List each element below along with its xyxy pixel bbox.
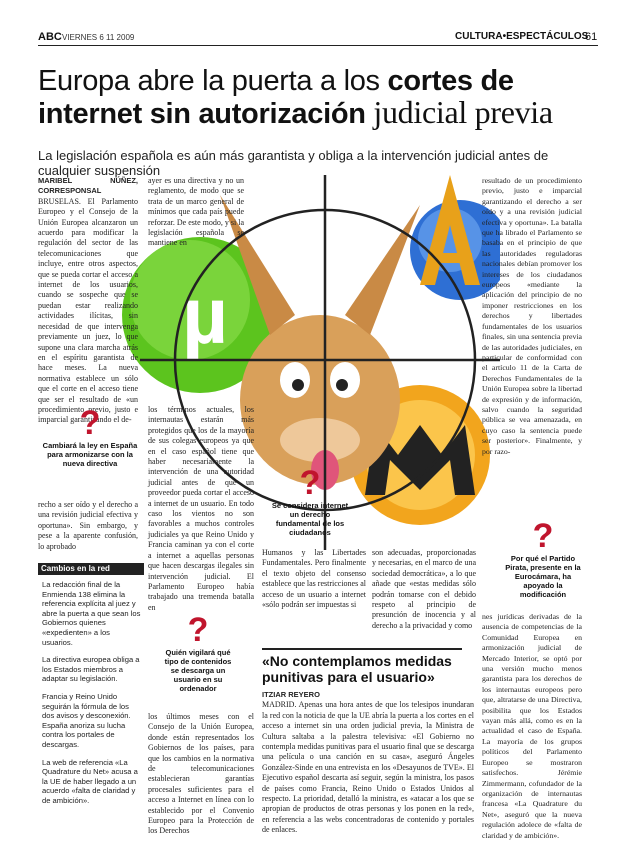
page-number: 61 <box>585 31 598 43</box>
byline: MARIBEL NÚÑEZ, CORRESPONSAL <box>38 176 138 196</box>
cambios-item: La redacción final de la Enmienda 138 elimina la referencia explícita al juez y abre la puerta a que sean los Gobiernos quienes «expedienten» a los usuarios. <box>42 580 141 647</box>
article-column-1b: recho a ser oído y el derecho a una revisión judicial efectiva y oportuna». Sin embargo, y pese a la aparente confusión, lo aprobado <box>38 500 138 551</box>
headline-part3: internet sin autorización <box>38 98 366 130</box>
article-column-2b: los términos actuales, los internautas estarán más protegidos que los de la mayoría de sus colegas europeos ya que en el caso español tiene que haber necesariamente la intervención de una autoridad judicial antes de que un proveedor pueda cortar el acceso a internet de un usuario. En todo caso los vientos no son favorables a muchos controles judiciales ya que Reino Unido y Francia caminan ya con el corte a internet a aquellas personas que hacen descargas ilegales sin intervención judicial. El Parlamento Europeo había trabajado una tremenda batalla en <box>148 405 254 612</box>
cambios-item: La directiva europea obliga a los Estados miembros a adaptar su legislación. <box>42 655 140 684</box>
subheadline: La legislación española es aún más garantista y obliga a la intervención judicial antes de cualquier suspensión <box>38 148 549 178</box>
headline-part2: cortes de <box>387 65 514 97</box>
article-column-1 <box>38 176 138 426</box>
article-column-5a: resultado de un procedimiento previo, justo e imparcial garantizando el derecho a ser oído y a una revisión judicial efectiva y oportuna». La batalla que ha librado el Parlamento se basaba en el principio de que las autoridades reguladoras nacionales debían promover los intereses de los ciudadanos europeos «mediante la aplicación del principio de no imponer restricciones en los derechos y libertades fundamentales de los usuarios finales, sin una sentencia previa de las autoridades judiciales, en particular de conformidad con el artículo 11 de la Carta de Derechos Fundamentales de la Unión Europea sobre la libertad de expresión y de información, salvo cuando la seguridad pública se vea amenazada, en cuyo caso la sentencia puede ser posterior». Finalmente, y por razo- <box>482 176 582 456</box>
cambios-list <box>42 580 142 813</box>
article-column-3: Humanos y las Libertades Fundamentales. Pero finalmente el texto objeto del consenso establece que las restricciones al acceso de un usuario a internet «sólo podrán ser impuestas si <box>262 548 366 610</box>
interview-title: «No contemplamos medidas punitivas para el usuario» <box>262 648 462 685</box>
question-box-2 <box>270 465 350 537</box>
question-box-3 <box>160 612 236 693</box>
question-4-text: Por qué el Partido Pirata, presente en la Eurocámara, ha apoyado la modificación <box>505 554 581 599</box>
headline <box>38 66 598 130</box>
question-3-text: Quién vigilará qué tipo de contenidos se descarga un usuario en su ordenador <box>164 648 232 693</box>
issue-date: VIERNES 6 11 2009 <box>62 33 135 42</box>
question-mark-icon: ? <box>532 517 554 555</box>
question-mark-icon: ? <box>187 611 209 649</box>
question-box-1 <box>40 405 140 468</box>
section-name: CULTURA•ESPECTÁCULOS <box>455 31 589 42</box>
interview-body <box>262 690 474 836</box>
interview-byline: ITZIAR REYERO <box>262 690 320 699</box>
question-box-4 <box>500 518 586 599</box>
headline-part4: judicial previa <box>365 94 553 130</box>
question-2-text: Se considera internet un derecho fundamental de los ciudadanos <box>271 501 349 537</box>
cambios-title: Cambios en la red <box>38 563 144 575</box>
question-mark-icon: ? <box>299 464 321 502</box>
interview-text: MADRID. Apenas una hora antes de que los telesipos inundaran la red con la noticia de que la UE abría la puerta a los cortes en el acceso a internet sin una orden judicial previa, la Ministra de Cultura saltaba a la palestra televisiva: «El Gobierno no contempla medidas punitivas para el usuario final que se descarga una película o una canción en su casa», aseguró Ángeles González-Sinde en una entrevista en los «Desayunos de TVE». El Ejecutivo español descarta así seguir, según la ministra, los pasos de países como Francia, Reino Unido o Estados Unidos al respecto. La prioridad, detalló la ministra, es «atacar a los que se apropian de productos de otras personas y los ponen en la red», en referencia a las webs concentradoras de contenido y portales de enlaces. <box>262 700 474 835</box>
question-1-text: Cambiará la ley en España para armonizarse con la nueva directiva <box>42 441 138 468</box>
svg-text:µ: µ <box>182 271 229 360</box>
cambios-item: Francia y Reino Unido seguirán la fórmula de los dos avisos y desconexión. España anoriza su lucha contra los portales de descargas. <box>42 691 131 749</box>
brand-logo: ABC <box>38 31 62 43</box>
headline-part1: Europa abre la puerta a los <box>38 65 388 97</box>
article-column-4: son adecuadas, proporcionadas y necesarias, en el marco de una sociedad democrática», a lo que añade que «estas medidas sólo podrán tomarse con el debido respeto al principio de presunción de inocencia y al derecho a la privacidad y como <box>372 548 476 630</box>
question-mark-icon: ? <box>79 404 101 442</box>
article-column-2c: los últimos meses con el Consejo de la Unión Europea, donde están representados los Gobiernos de los países, para que los cambios en la normativa de telecomunicaciones establecieran garantías procesales suficientes para el acceso a Internet en línea con lo establecido por el Convenio Europeo para la Protección de los Derechos <box>148 712 254 836</box>
column-1-text: BRUSELAS. El Parlamento Europeo y el Consejo de la Unión Europea alcanzaron un acuerdo para modificar la regulación del sector de las telecomunicaciones que incluye, entre otros aspectos, que se pueda cortar el acceso a internet de los usuarios, cuando se sospeche que se puedan estar realizando actividades ilícitas, sin necesidad de que intervenga previamente un juez, lo que supone una clara marcha atrás en el espíritu garantista de hace meses. La nueva normativa establece un sólo que el corte en el acceso tiene que ser el resultado de «un procedimiento previo, justo e imparcial garantizando el de- <box>38 196 138 425</box>
cambios-item: La web de referencia «La Quadrature du Net» acusa a la UE de haber llegado a un acuerdo «falta de claridad y de ambición». <box>42 757 138 805</box>
article-column-5b: nes jurídicas derivadas de la ausencia de competencias de la Comunidad Europea en armonización judicial de Mercado Interior, se optó por una versión mucho menos garantista para los derechos de los internautas europeos pero que, altratarse de una Directiva, posibilita que los Estados vayan más allá, como es en la actualidad el caso de España. La mayoría de los grupos políticos del Parlamento Europeo se mostraron satisfechos. Jérémie Zimmermann, cofundador de la organización de internautas francesa «La Quadrature du Net», aseguró que la nueva regulación adolece de «falta de claridad y de ambición». <box>482 612 582 840</box>
article-column-2a: ayer es una directiva y no un reglamento, de modo que se trata de un marco general de mínimos que cada país puede reforzar. De este modo, y si la legislación española se mantiene en <box>148 176 244 248</box>
